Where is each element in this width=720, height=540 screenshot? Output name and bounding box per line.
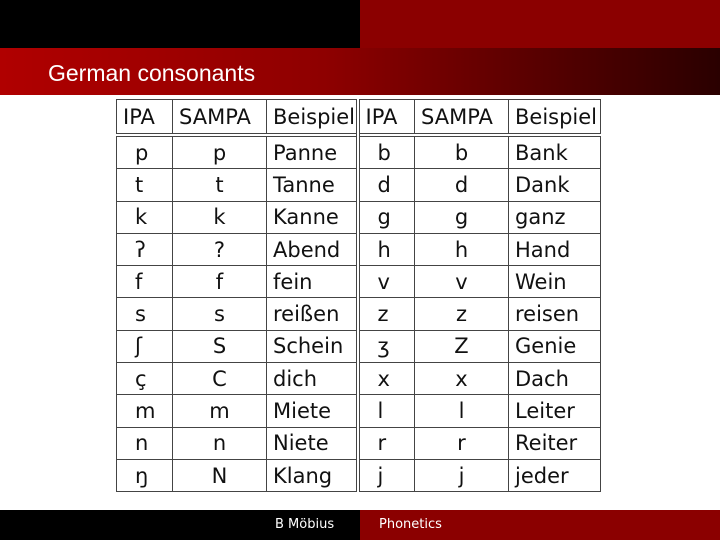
- cell-sampa-voiceless: n: [173, 427, 267, 459]
- cell-sampa-voiceless: t: [173, 169, 267, 201]
- cell-example-voiced: Bank: [509, 135, 601, 169]
- cell-ipa-voiceless: s: [117, 298, 173, 330]
- cell-sampa-voiced: z: [415, 298, 509, 330]
- cell-sampa-voiced: r: [415, 427, 509, 459]
- cell-example-voiceless: fein: [267, 266, 358, 298]
- cell-sampa-voiced: x: [415, 363, 509, 395]
- cell-example-voiced: Wein: [509, 266, 601, 298]
- cell-example-voiced: jeder: [509, 459, 601, 491]
- cell-example-voiceless: Schein: [267, 330, 358, 362]
- cell-ipa-voiceless: f: [117, 266, 173, 298]
- cell-ipa-voiced: g: [358, 201, 415, 233]
- header-sampa-right: SAMPA: [415, 100, 509, 136]
- cell-sampa-voiceless: ?: [173, 233, 267, 265]
- header-ipa-left: IPA: [117, 100, 173, 136]
- cell-ipa-voiced: r: [358, 427, 415, 459]
- cell-sampa-voiceless: m: [173, 395, 267, 427]
- cell-sampa-voiced: g: [415, 201, 509, 233]
- header-sampa-left: SAMPA: [173, 100, 267, 136]
- cell-ipa-voiced: j: [358, 459, 415, 491]
- cell-ipa-voiceless: ʃ: [117, 330, 173, 362]
- cell-sampa-voiced: b: [415, 135, 509, 169]
- table-row: [117, 363, 601, 395]
- cell-example-voiced: Dach: [509, 363, 601, 395]
- cell-example-voiceless: Abend: [267, 233, 358, 265]
- cell-example-voiced: Hand: [509, 233, 601, 265]
- cell-sampa-voiced: d: [415, 169, 509, 201]
- cell-sampa-voiced: h: [415, 233, 509, 265]
- cell-sampa-voiced: v: [415, 266, 509, 298]
- cell-ipa-voiceless: ŋ: [117, 459, 173, 491]
- footer-author: B Möbius: [275, 517, 335, 532]
- cell-example-voiced: Dank: [509, 169, 601, 201]
- cell-ipa-voiceless: k: [117, 201, 173, 233]
- cell-sampa-voiceless: p: [173, 135, 267, 169]
- header-band-left: [0, 0, 360, 48]
- cell-ipa-voiceless: ç: [117, 363, 173, 395]
- table-row: [117, 169, 601, 201]
- cell-example-voiced: Genie: [509, 330, 601, 362]
- header-ipa-right: IPA: [358, 100, 415, 136]
- cell-ipa-voiced: v: [358, 266, 415, 298]
- cell-example-voiceless: Kanne: [267, 201, 358, 233]
- cell-example-voiceless: Panne: [267, 135, 358, 169]
- table-row: [117, 298, 601, 330]
- cell-example-voiced: Reiter: [509, 427, 601, 459]
- cell-sampa-voiceless: N: [173, 459, 267, 491]
- cell-ipa-voiced: x: [358, 363, 415, 395]
- cell-sampa-voiceless: k: [173, 201, 267, 233]
- table-row: [117, 266, 601, 298]
- cell-ipa-voiceless: n: [117, 427, 173, 459]
- table-row: [117, 427, 601, 459]
- table-row: [117, 395, 601, 427]
- cell-ipa-voiced: ʒ: [358, 330, 415, 362]
- cell-ipa-voiced: h: [358, 233, 415, 265]
- header-beispiel-left: Beispiel: [267, 100, 358, 136]
- cell-sampa-voiced: Z: [415, 330, 509, 362]
- cell-ipa-voiced: l: [358, 395, 415, 427]
- cell-ipa-voiceless: m: [117, 395, 173, 427]
- footer-topic: Phonetics: [379, 517, 442, 532]
- cell-ipa-voiceless: p: [117, 135, 173, 169]
- cell-sampa-voiced: l: [415, 395, 509, 427]
- cell-example-voiceless: Miete: [267, 395, 358, 427]
- cell-example-voiceless: Tanne: [267, 169, 358, 201]
- table-row: [117, 233, 601, 265]
- table-row: [117, 201, 601, 233]
- header-band-right: [360, 0, 720, 48]
- cell-sampa-voiceless: S: [173, 330, 267, 362]
- table-row: [117, 135, 601, 169]
- consonant-table: [116, 99, 601, 492]
- cell-example-voiced: ganz: [509, 201, 601, 233]
- cell-sampa-voiceless: f: [173, 266, 267, 298]
- consonant-table-container: [116, 99, 600, 501]
- cell-ipa-voiceless: t: [117, 169, 173, 201]
- table-header-row: [117, 100, 601, 136]
- cell-ipa-voiced: b: [358, 135, 415, 169]
- cell-sampa-voiceless: s: [173, 298, 267, 330]
- cell-ipa-voiceless: ʔ: [117, 233, 173, 265]
- cell-example-voiceless: dich: [267, 363, 358, 395]
- cell-example-voiceless: reißen: [267, 298, 358, 330]
- cell-sampa-voiceless: C: [173, 363, 267, 395]
- cell-sampa-voiced: j: [415, 459, 509, 491]
- slide-title: German consonants: [48, 60, 256, 86]
- table-row: [117, 459, 601, 491]
- cell-example-voiced: reisen: [509, 298, 601, 330]
- table-row: [117, 330, 601, 362]
- cell-example-voiceless: Klang: [267, 459, 358, 491]
- cell-ipa-voiced: d: [358, 169, 415, 201]
- cell-ipa-voiced: z: [358, 298, 415, 330]
- header-beispiel-right: Beispiel: [509, 100, 601, 136]
- cell-example-voiced: Leiter: [509, 395, 601, 427]
- cell-example-voiceless: Niete: [267, 427, 358, 459]
